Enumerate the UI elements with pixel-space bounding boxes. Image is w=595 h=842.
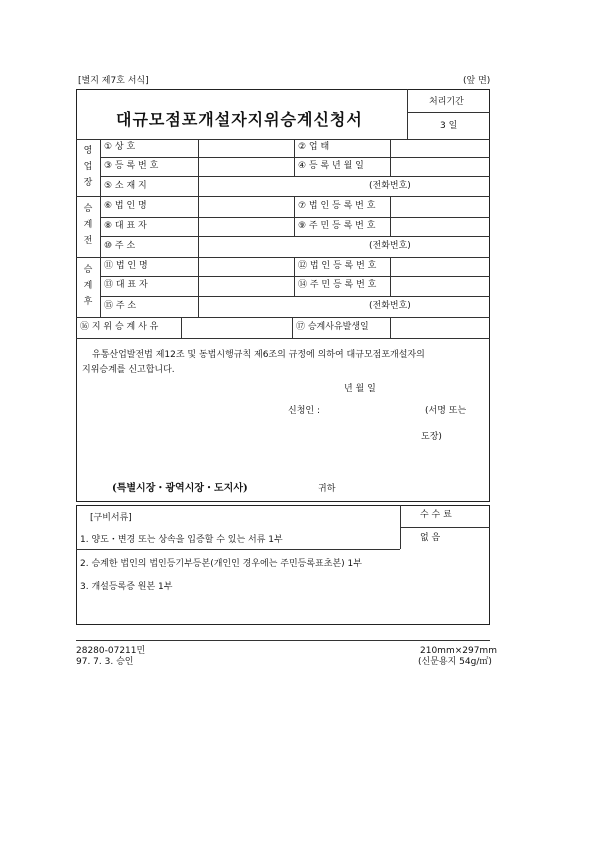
section-successor: 승 계 후 [83,265,93,307]
signature-note-2: 도장) [421,432,442,442]
processing-period-value: 3 일 [440,121,458,131]
section-store: 영 업 장 [83,146,93,188]
form-number: [별지 제7호 서식] [78,76,149,86]
field-post-representative: ⑬ 대 표 자 [104,280,148,290]
phone-label-post: (전화번호) [369,301,411,311]
field-post-address: ⑮ 주 소 [104,301,137,311]
field-post-corp-name: ⑪ 법 인 명 [104,261,148,271]
field-registration-no: ③ 등 록 번 호 [104,161,159,171]
field-post-corp-reg-no: ⑫ 법 인 등 록 번 호 [298,261,377,271]
paper-type: (신문용지 54g/㎡) [418,657,492,667]
field-succession-date: ⑰ 승계사유발생일 [296,322,369,332]
field-post-resident-no: ⑭ 주 민 등 록 번 호 [298,280,377,290]
document-item: 2. 승계한 법인의 법인등기부등본(개인인 경우에는 주민등록표초본) 1부 [80,559,362,569]
fee-value: 없 음 [420,533,441,543]
date-line: 년 월 일 [344,384,376,394]
recipient-honorific: 귀하 [318,484,336,494]
processing-period-label: 처리기간 [429,97,464,107]
paper-size: 210mm×297mm [420,646,497,656]
field-pre-representative: ⑧ 대 표 자 [104,221,147,231]
declaration-text-line1: 유통산업발전법 제12조 및 동법시행규칙 제6조의 규정에 의하여 대규모점포개설자의 [92,350,425,360]
field-succession-reason: ⑯ 지 위 승 계 사 유 [80,322,159,332]
field-business-type: ② 업 태 [298,142,330,152]
document-item: 3. 개설등록증 원본 1부 [80,582,173,592]
field-location: ⑤ 소 재 지 [104,181,147,191]
field-pre-resident-no: ⑨ 주 민 등 록 번 호 [298,221,376,231]
document-item: 1. 양도・변경 또는 상속을 입증할 수 있는 서류 1부 [80,535,283,545]
field-trade-name: ① 상 호 [104,142,136,152]
recipient: (특별시장・광역시장・도지사) [112,483,248,494]
field-pre-corp-reg-no: ⑦ 법 인 등 록 번 호 [298,201,376,211]
form-code: 28280-07211민 [76,646,146,656]
field-registration-date: ④ 등 록 년 월 일 [298,161,364,171]
section-predecessor: 승 계 전 [83,204,93,246]
page-side: (앞 면) [463,76,491,86]
phone-label-store: (전화번호) [369,181,411,191]
form-title: 대규모점포개설자지위승계신청서 [116,110,363,129]
declaration-text-line2: 지위승계를 신고합니다. [82,365,175,375]
applicant-label: 신청인 : [288,406,320,416]
documents-header: [구비서류] [90,513,132,523]
fee-label: 수 수 료 [420,510,452,520]
field-pre-address: ⑩ 주 소 [104,241,136,251]
phone-label-pre: (전화번호) [369,241,411,251]
signature-note-1: (서명 또는 [425,406,467,416]
field-pre-corp-name: ⑥ 법 인 명 [104,201,147,211]
approval-date: 97. 7. 3. 승인 [76,657,134,667]
